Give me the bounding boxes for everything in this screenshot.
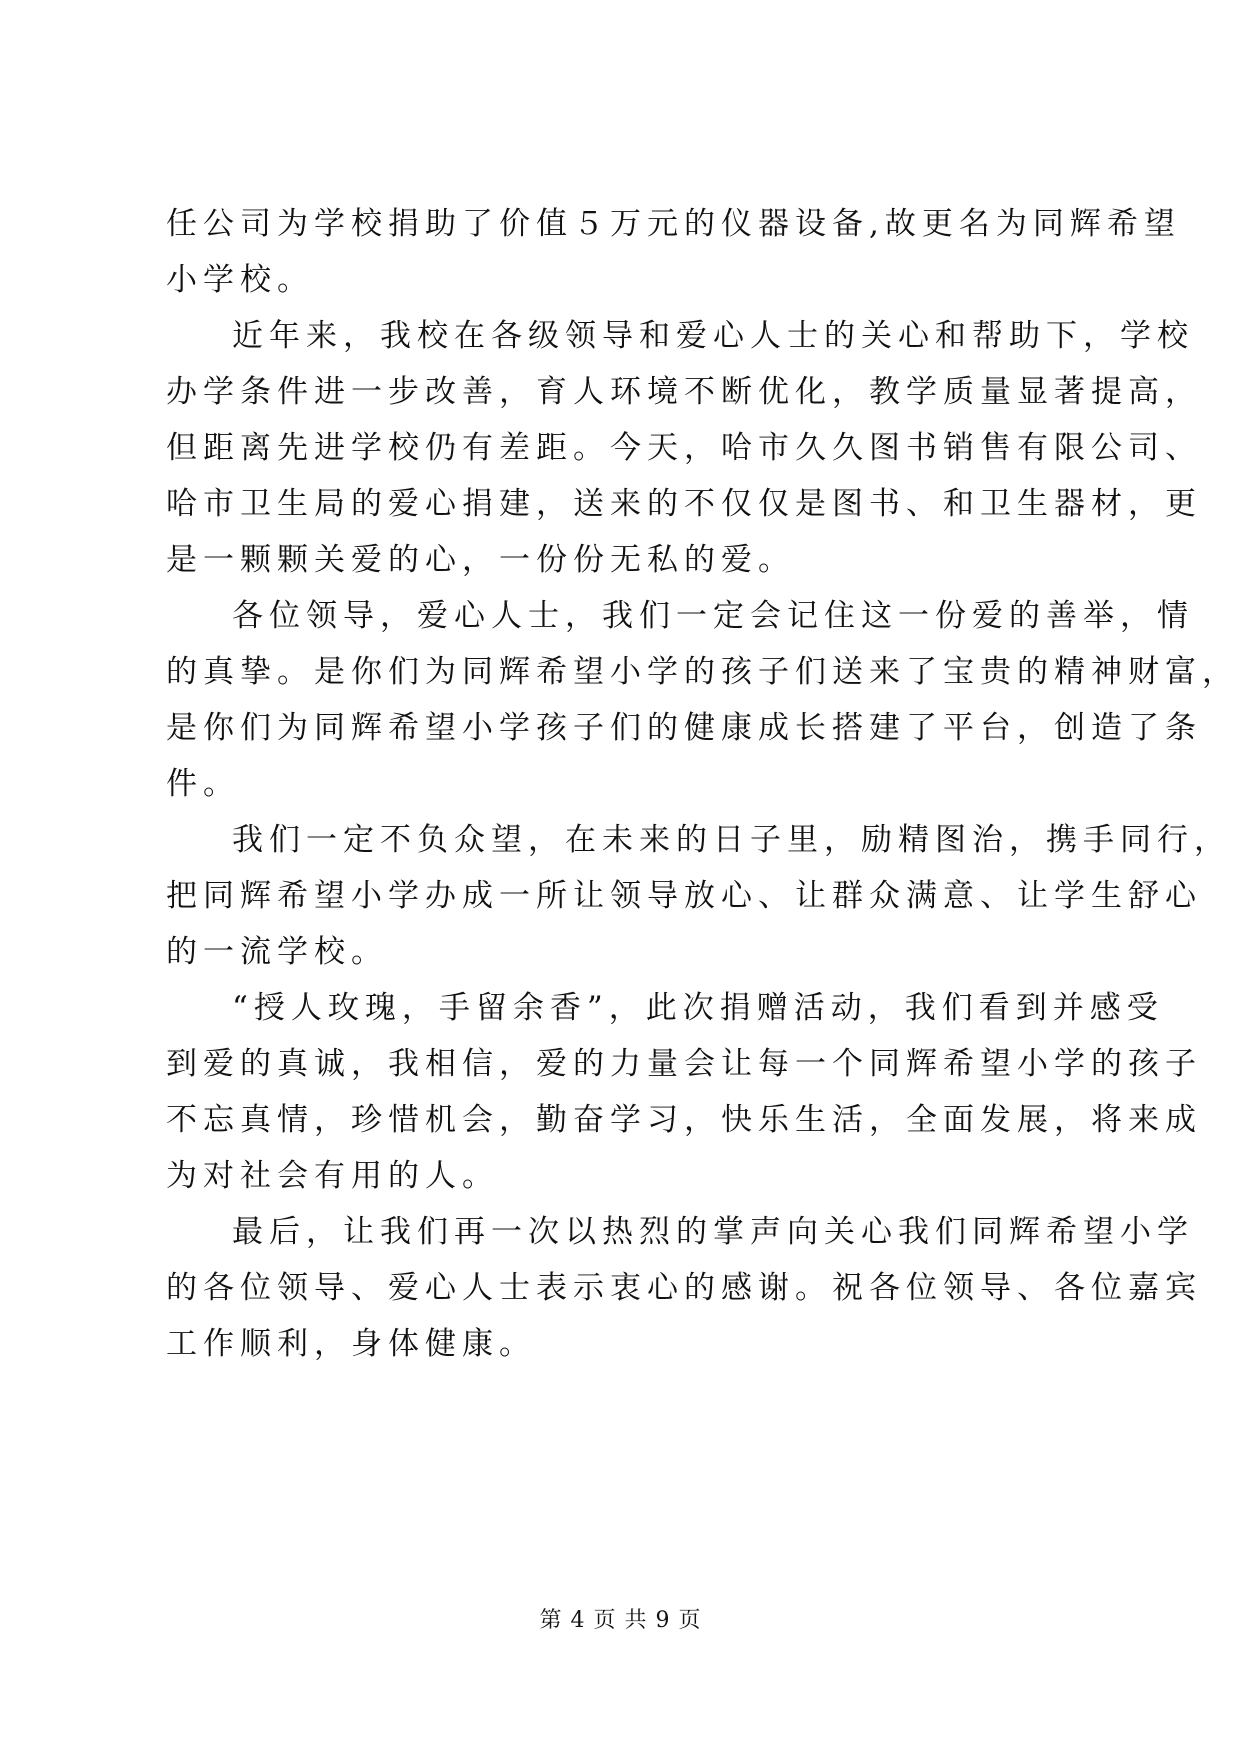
text-line: 办学条件进一步改善，育人环境不断优化，教学质量显著提高， xyxy=(166,374,1202,410)
paragraph xyxy=(166,980,1202,1204)
text-line: 是你们为同辉希望小学孩子们的健康成长搭建了平台，创造了条 xyxy=(166,710,1202,746)
text-line: 为对社会有用的人。 xyxy=(166,1158,499,1194)
text-line: 件。 xyxy=(166,766,240,802)
paragraph xyxy=(166,812,1231,980)
text-line: 的真挚。是你们为同辉希望小学的孩子们送来了宝贵的精神财富， xyxy=(166,654,1239,690)
paragraph xyxy=(166,588,1239,812)
text-line: 不忘真情，珍惜机会，勤奋学习，快乐生活，全面发展，将来成 xyxy=(166,1102,1202,1138)
text-line: 把同辉希望小学办成一所让领导放心、让群众满意、让学生舒心 xyxy=(166,878,1202,914)
text-line: 近年来，我校在各级领导和爱心人士的关心和帮助下，学校 xyxy=(232,318,1194,354)
document-body xyxy=(166,196,1239,1372)
text-line: 的各位领导、爱心人士表示衷心的感谢。祝各位领导、各位嘉宾 xyxy=(166,1270,1202,1306)
paragraph xyxy=(166,1204,1202,1372)
page-number-footer: 第 4 页 共 9 页 xyxy=(539,1608,702,1633)
text-line: 是一颗颗关爱的心，一份份无私的爱。 xyxy=(166,542,795,578)
text-line: 各位领导，爱心人士，我们一定会记住这一份爱的善举，情 xyxy=(232,598,1194,634)
text-line: 任公司为学校捐助了价值５万元的仪器设备,故更名为同辉希望 xyxy=(166,206,1181,242)
text-line: 到爱的真诚，我相信，爱的力量会让每一个同辉希望小学的孩子 xyxy=(166,1046,1202,1082)
text-line: 但距离先进学校仍有差距。今天，哈市久久图书销售有限公司、 xyxy=(166,430,1202,466)
paragraph xyxy=(166,196,1181,308)
text-line: 小学校。 xyxy=(166,262,314,298)
text-line: 最后，让我们再一次以热烈的掌声向关心我们同辉希望小学 xyxy=(232,1214,1194,1250)
text-line: “授人玫瑰，手留余香”，此次捐赠活动，我们看到并感受 xyxy=(232,990,1164,1026)
paragraph xyxy=(166,308,1202,588)
text-line: 的一流学校。 xyxy=(166,934,388,970)
text-line: 哈市卫生局的爱心捐建，送来的不仅仅是图书、和卫生器材，更 xyxy=(166,486,1202,522)
text-line: 工作顺利，身体健康。 xyxy=(166,1326,536,1362)
text-line: 我们一定不负众望，在未来的日子里，励精图治，携手同行， xyxy=(232,822,1231,858)
